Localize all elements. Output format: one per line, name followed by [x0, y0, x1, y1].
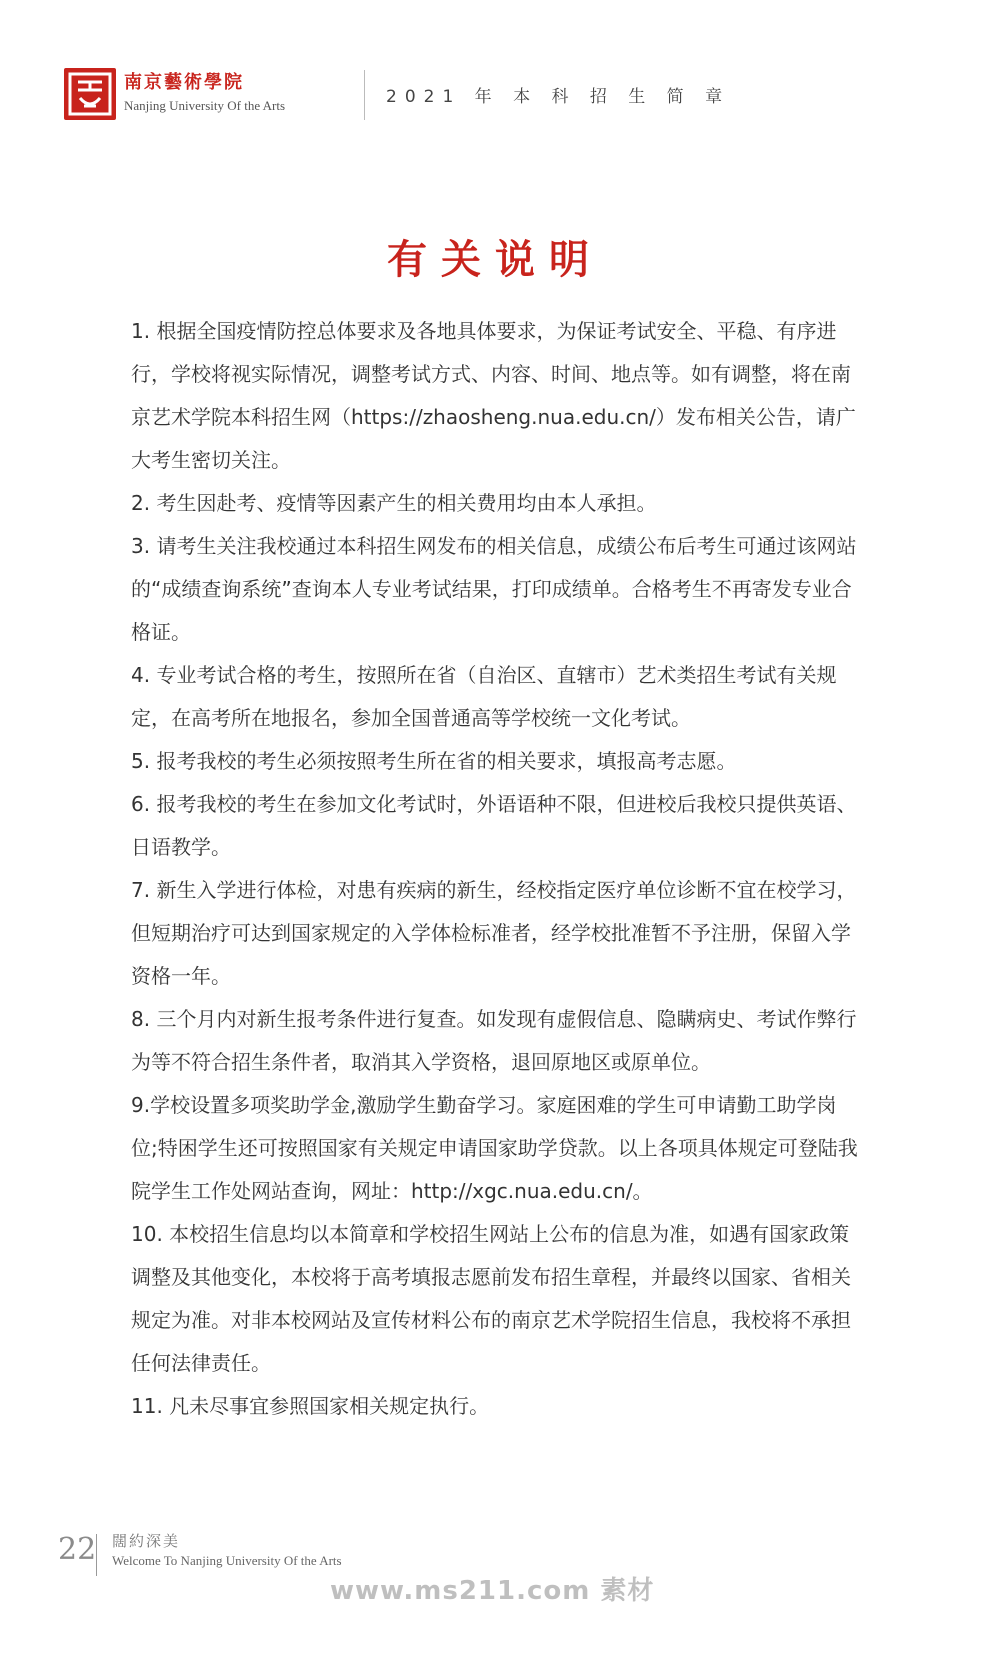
- note-item-9: 9.学校设置多项奖助学金,激励学生勤奋学习。家庭困难的学生可申请勤工助学岗位;特困学生还可按照国家有关规定申请国家助学贷款。以上各项具体规定可登陆我院学生工作处网站查询，网址：http://xgc.nua.edu.cn/。: [131, 1093, 858, 1203]
- page-header: [64, 64, 924, 124]
- note-item-3: 3. 请考生关注我校通过本科招生网发布的相关信息，成绩公布后考生可通过该网站的“成绩查询系统”查询本人专业考试结果，打印成绩单。合格考生不再寄发专业合格证。: [131, 534, 857, 644]
- page-number: 22: [58, 1532, 97, 1567]
- note-item-5: 5. 报考我校的考生必须按照考生所在省的相关要求，填报高考志愿。: [131, 749, 737, 773]
- university-seal-logo: [64, 68, 116, 120]
- note-item-8: 8. 三个月内对新生报考条件进行复查。如发现有虚假信息、隐瞒病史、考试作弊行为等不符合招生条件者，取消其入学资格，退回原地区或原单位。: [131, 1007, 857, 1074]
- note-item-7: 7. 新生入学进行体检，对患有疾病的新生，经校指定医疗单位诊断不宜在校学习，但短期治疗可达到国家规定的入学体检标准者，经学校批准暂不予注册，保留入学资格一年。: [131, 878, 857, 988]
- university-name-en: Nanjing University Of the Arts: [124, 98, 286, 113]
- note-item-6: 6. 报考我校的考生在参加文化考试时，外语语种不限，但进校后我校只提供英语、日语教学。: [131, 792, 857, 859]
- watermark: www.ms211.com 素材: [330, 1576, 655, 1606]
- header-divider: [364, 70, 365, 120]
- footer-slogan-en: Welcome To Nanjing University Of the Arts: [112, 1553, 342, 1568]
- note-item-10: 10. 本校招生信息均以本简章和学校招生网站上公布的信息为准，如遇有国家政策调整及其他变化，本校将于高考填报志愿前发布招生章程，并最终以国家、省相关规定为准。对非本校网站及宣传材料公布的南京艺术学院招生信息，我校将不承担任何法律责任。: [131, 1222, 851, 1375]
- footer-divider: [96, 1534, 97, 1576]
- page-title: 有关说明: [387, 236, 603, 283]
- note-item-2: 2. 考生因赴考、疫情等因素产生的相关费用均由本人承担。: [131, 491, 657, 515]
- university-name-cn: 南京藝術學院: [124, 72, 244, 93]
- brochure-title: 2021 年 本 科 招 生 简 章: [386, 87, 731, 107]
- note-item-11: 11. 凡未尽事宜参照国家相关规定执行。: [131, 1394, 490, 1418]
- note-item-4: 4. 专业考试合格的考生，按照所在省（自治区、直辖市）艺术类招生考试有关规定，在高考所在地报名，参加全国普通高等学校统一文化考试。: [131, 663, 837, 730]
- note-item-1: 1. 根据全国疫情防控总体要求及各地具体要求，为保证考试安全、平稳、有序进行，学校将视实际情况，调整考试方式、内容、时间、地点等。如有调整，将在南京艺术学院本科招生网（https://zhaosheng.nua.edu.cn/）发布相关公告，请广大考生密切关注。: [131, 319, 856, 472]
- footer-slogan-cn: 闊約深美: [112, 1532, 181, 1550]
- notes-list: [131, 310, 861, 1428]
